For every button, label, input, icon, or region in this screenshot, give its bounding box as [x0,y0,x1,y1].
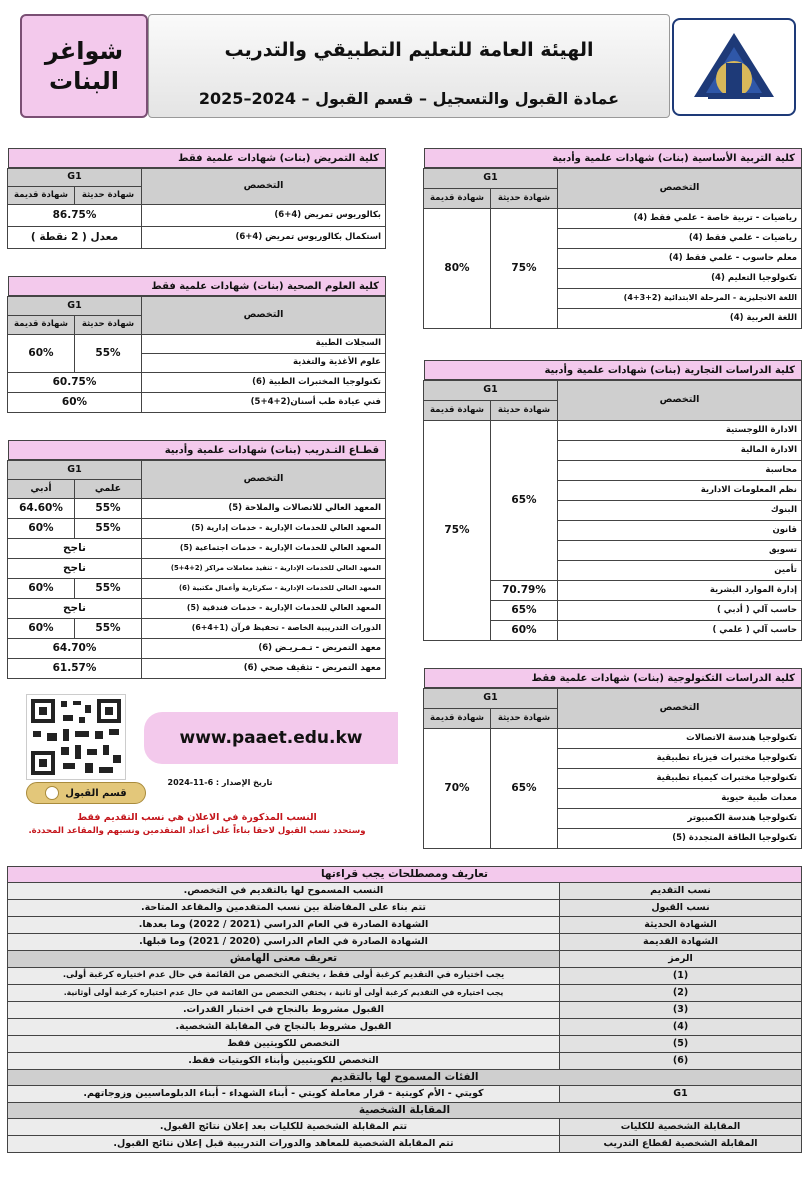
margin-code: (5) [560,1036,802,1053]
term-description: الشهادة الصادرة في العام الدراسي (2021 / 2022) وما بعدها. [7,917,559,934]
training-row-lit: 64.60% [7,499,74,519]
categories-title: الفئات المسموح لها بالتقديم [7,1070,801,1086]
basic-ed-row-spec: رياضيات - تربية خاصة - علمي فقط (4) [558,209,802,229]
old-cert-header: شهادة قديمة [423,401,490,421]
g1-header: G1 [7,297,141,316]
specialty-header: التخصص [142,169,386,205]
margin-description: القبول مشروط بالنجاح في اختبار القدرات. [7,1002,559,1019]
business-row-spec: تسويق [558,541,802,561]
business-row-spec: حاسب آلي ( علمي ) [558,621,802,641]
margin-title: تعريف معنى الهامش [7,951,559,968]
tech-row-spec: تكنولوجيا هندسة الكمبيوتر [558,809,802,829]
margin-description: يجب اختياره في التقديم كرغبة أولى أو ثانية ، يختفي التخصص من القائمة في حال عدم اختياره كرغبة أولى أوثانية. [7,985,559,1002]
page-title: الهيئة العامة للتعليم التطبيقي والتدريب [224,39,594,61]
scientific-header: علمي [75,480,142,499]
health-group-old: 60% [7,335,74,373]
training-row-value: ناجح [7,559,141,579]
training-row-value: 61.57% [7,659,141,679]
g1-header: G1 [7,461,141,480]
nursing-row-value: معدل ( 2 نقطة ) [7,227,141,249]
tech-title: كلية الدراسات التكنولوجية (بنات) شهادات علمية فقط [424,668,802,688]
business-row-spec: الادارة اللوجستية [558,421,802,441]
business-row-new: 60% [491,621,558,641]
margin-code: (6) [560,1053,802,1070]
nursing-row-value: 86.75% [7,205,141,227]
interview-title: المقابلة الشخصية [7,1103,801,1119]
training-row-lit: 60% [7,579,74,599]
qr-code-icon [27,695,125,779]
basic-education-table [424,148,802,329]
training-row-value: 64.70% [7,639,141,659]
business-row-spec: قانون [558,521,802,541]
basic-ed-row-spec: معلم حاسوب - علمي فقط (4) [558,249,802,269]
old-cert-header: شهادة قديمة [7,187,74,205]
new-cert-header: شهادة حديثة [75,187,142,205]
training-title: قطـاع التـدريب (بنات) شهادات علمية وأدبية [8,440,386,460]
basic-ed-new: 75% [491,209,558,329]
tech-old: 70% [423,729,490,849]
term-label: نسب القبول [560,900,802,917]
business-row-new: 65% [491,601,558,621]
tech-row-spec: تكنولوجيا هندسة الاتصالات [558,729,802,749]
symbol-header: الرمز [560,951,802,968]
tech-new: 65% [491,729,558,849]
term-label: نسب التقديم [560,883,802,900]
header-box [148,14,670,118]
interview-term: المقابلة الشخصية لقطاع التدريب [560,1136,802,1153]
g1-header: G1 [423,169,557,189]
training-row-spec: المعهد العالي للخدمات الإدارية - خدمات فندقية (5) [142,599,386,619]
business-group-new: 65% [491,421,558,581]
term-label: الشهادة الحديثة [560,917,802,934]
margin-code: (2) [560,985,802,1002]
old-cert-header: شهادة قديمة [423,709,490,729]
training-row-lit: 60% [7,619,74,639]
nursing-college-table [8,148,386,249]
training-row-value: ناجح [7,539,141,559]
old-cert-header: شهادة قديمة [423,189,490,209]
categories-description: كويتي - الأم كويتية - قرار معاملة كويتي - أبناء الشهداء - أبناء الدبلوماسيين وزوجاتهم. [7,1086,559,1103]
margin-description: القبول مشروط بالنجاح في المقابلة الشخصية. [7,1019,559,1036]
business-row-spec: البنوك [558,501,802,521]
specialty-header: التخصص [142,297,386,335]
margin-description: التخصص للكويتيين فقط [7,1036,559,1053]
health-sciences-table [8,276,386,413]
term-description: تتم بناء على المفاضلة بين نسب المتقدمين والمقاعد المتاحة. [7,900,559,917]
interview-term: المقابلة الشخصية للكليات [560,1119,802,1136]
business-row-spec: إدارة الموارد البشرية [558,581,802,601]
training-row-sci: 55% [75,579,142,599]
margin-description: التخصص للكويتيين وأبناء الكويتيات فقط. [7,1053,559,1070]
literary-header: أدبي [7,480,74,499]
business-studies-table [424,360,802,641]
nursing-row-spec: استكمال بكالوريوس تمريض (4+6) [142,227,386,249]
basic-ed-title: كلية التربية الأساسية (بنات) شهادات علمية وأدبية [424,148,802,168]
health-row-spec: فني عيادة طب أسنان(2+4+5) [142,393,386,413]
basic-ed-old: 80% [423,209,490,329]
website-link[interactable]: www.paaet.edu.kw [179,728,363,748]
g1-header: G1 [423,689,557,709]
term-description: الشهادة الصادرة في العام الدراسي (2020 / 2021) وما قبلها. [7,934,559,951]
business-row-new: 70.79% [491,581,558,601]
tech-row-spec: تكنولوجيا الطاقة المتجددة (5) [558,829,802,849]
definitions-table [8,866,802,1153]
specialty-header: التخصص [558,689,802,729]
tech-row-spec: تكنولوجيا مختبرات كيمياء تطبيقية [558,769,802,789]
basic-ed-row-spec: رياضيات - علمي فقط (4) [558,229,802,249]
training-row-spec: المعهد العالي للخدمات الإدارية - سكرتارية وأعمال مكتبية (6) [142,579,386,599]
old-cert-header: شهادة قديمة [7,316,74,335]
term-description: النسب المسموح لها بالتقديم في التخصص. [7,883,559,900]
paaet-emblem-icon [686,27,782,107]
health-row-spec: السجلات الطبية [142,335,386,354]
training-row-spec: المعهد العالي للخدمات الإدارية - خدمات اجتماعية (5) [142,539,386,559]
basic-ed-row-spec: تكنولوجيا التعليم (4) [558,269,802,289]
tech-studies-table [424,668,802,849]
admission-dept-pill [26,782,146,804]
business-row-spec: محاسبة [558,461,802,481]
tech-row-spec: معدات طبية حيوية [558,789,802,809]
issue-date: تاريخ الإصدار : 6-11-2024 [167,778,273,787]
dept-emblem-icon [45,786,59,800]
interview-description: تتم المقابلة الشخصية للكليات بعد إعلان نتائج القبول. [7,1119,559,1136]
training-row-spec: الدورات التدريبية الخاصة - تحفيظ قرآن (1+4+6) [142,619,386,639]
training-row-value: ناجح [7,599,141,619]
categories-code: G1 [560,1086,802,1103]
business-row-spec: حاسب آلي ( أدبي ) [558,601,802,621]
note-application-ratios: النسب المذكورة في الاعلان هي نسب التقديم فقط [77,812,317,823]
health-title: كلية العلوم الصحية (بنات) شهادات علمية فقط [8,276,386,296]
g1-header: G1 [7,169,141,187]
margin-code: (3) [560,1002,802,1019]
business-row-spec: تأمين [558,561,802,581]
training-row-sci: 55% [75,619,142,639]
training-sector-table [8,440,386,679]
website-banner[interactable] [144,712,398,764]
term-label: الشهادة القديمة [560,934,802,951]
business-row-spec: الادارة المالية [558,441,802,461]
new-cert-header: شهادة حديثة [491,189,558,209]
health-row-spec: تكنولوجيا المختبرات الطبية (6) [142,373,386,393]
training-row-spec: المعهد العالي للخدمات الإدارية - تنفيذ معاملات مراكز (2+4+5) [142,559,386,579]
new-cert-header: شهادة حديثة [75,316,142,335]
new-cert-header: شهادة حديثة [491,401,558,421]
margin-code: (4) [560,1019,802,1036]
specialty-header: التخصص [142,461,386,499]
basic-ed-row-spec: اللغة العربية (4) [558,309,802,329]
training-row-lit: 60% [7,519,74,539]
training-row-spec: معهد التمريض - تـمـريـض (6) [142,639,386,659]
basic-ed-row-spec: اللغة الانجليزية - المرحلة الابتدائية (2+3+4) [558,289,802,309]
margin-code: (1) [560,968,802,985]
health-row-value: 60.75% [7,373,141,393]
training-row-sci: 55% [75,499,142,519]
health-group-new: 55% [75,335,142,373]
nursing-title: كلية التمريض (بنات) شهادات علمية فقط [8,148,386,168]
margin-description: يجب اختياره في التقديم كرغبة أولى فقط ، يختفي التخصص من القائمة في حال عدم اختياره كرغبة أولى. [7,968,559,985]
business-old: 75% [423,421,490,641]
interview-description: تتم المقابلة الشخصية للمعاهد والدورات التدريبية قبل إعلان نتائج القبول. [7,1136,559,1153]
training-row-sci: 55% [75,519,142,539]
tech-row-spec: تكنولوجيا مختبرات فيزياء تطبيقية [558,749,802,769]
qr-code[interactable] [26,694,126,780]
page-subtitle: عمادة القبول والتسجيل – قسم القبول – 2024–2025 [198,89,620,108]
business-title: كلية الدراسات التجارية (بنات) شهادات علمية وأدبية [424,360,802,380]
training-row-spec: المعهد العالي للخدمات الإدارية - خدمات إدارية (5) [142,519,386,539]
health-row-value: 60% [7,393,141,413]
training-row-spec: معهد التمريض - تثقيف صحي (6) [142,659,386,679]
definitions-title: تعاريف ومصطلحات يجب قراءتها [7,867,801,883]
new-cert-header: شهادة حديثة [491,709,558,729]
nursing-row-spec: بكالوريوس تمريض (4+6) [142,205,386,227]
g1-header: G1 [423,381,557,401]
business-row-spec: نظم المعلومات الادارية [558,481,802,501]
training-row-spec: المعهد العالي للاتصالات والملاحة (5) [142,499,386,519]
specialty-header: التخصص [558,169,802,209]
girls-vacancies-badge: شواغر البنات [20,14,148,118]
note-acceptance-ratios: وستحدد نسب القبول لاحقا بناءاً على أعداد المتقدمين ونسبهم والمقاعد المحددة. [28,826,366,836]
admission-dept-label: قسم القبول [65,787,127,799]
specialty-header: التخصص [558,381,802,421]
health-row-spec: علوم الأغذية والتغذية [142,354,386,373]
paaet-logo [672,18,796,116]
notes-block [8,812,386,836]
